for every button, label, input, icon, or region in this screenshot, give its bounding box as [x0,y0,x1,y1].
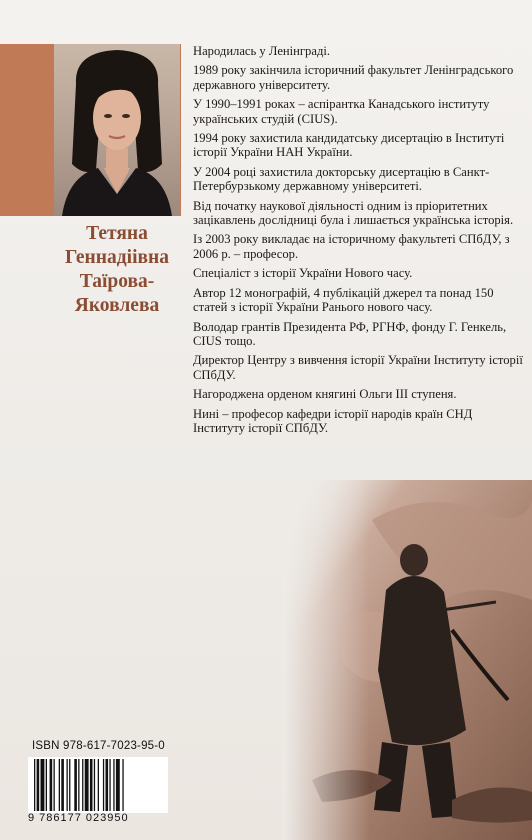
bio-item-postgraduate: У 1990–1991 роках – аспірантка Канадського інституту українських студій (CIUS). [193,97,490,126]
bio-item-current-position: Нині – професор кафедри історії народів країн СНД Інституту історії СПбДУ. [193,406,473,435]
bio-item-birth: Народилась у Ленінграді. [193,44,330,58]
author-photo [54,44,180,216]
author-name-line-3: Таїрова- [79,271,155,292]
author-name-line-4: Яковлева [74,295,160,316]
bio-item-award: Нагороджена орденом княгині Ольги ІІІ ступеня. [193,387,457,402]
author-name-line-2: Геннадіівна [64,247,169,268]
cossack-painting [282,480,532,840]
bio-item-graduation: 1989 року закінчила історичний факультет Ленінградського державного університету. [193,63,514,92]
barcode-digits: 9 786177 023950 [28,812,129,824]
barcode-image [28,757,168,813]
bio-item-grants: Володар грантів Президента РФ, РГНФ, фонду Г. Генкель, CIUS тощо. [193,319,507,348]
author-name [56,222,178,318]
bio-item-research-interest: Від початку наукової діяльності одним із пріоритетних зацікавлень дослідниці була і лишається українська історія. [193,198,514,228]
bio-item-director: Директор Центру з вивчення історії України Інституту історії СПбДУ. [193,353,523,382]
bio-item-candidate-thesis: 1994 року захистила кандидатську дисертацію в Інституті історії України НАН України. [193,131,505,160]
bio-item-specialization: Спеціаліст з історії України Нового часу. [193,266,413,281]
isbn-label: ISBN 978-617-7023-95-0 [32,740,165,752]
bio-item-doctoral-thesis: У 2004 році захистила докторську дисертацію в Санкт-Петербурзькому державному університеті. [193,164,490,194]
bio-item-publications: Автор 12 монографій, 4 публікацій джерел та понад 150 статей з історії України Ранього нового часу. [193,285,494,315]
bio-item-teaching: Із 2003 року викладає на історичному факультеті СПбДУ, з 2006 р. – професор. [193,232,510,261]
author-name-line-1: Тетяна [86,223,148,244]
biography-list [193,44,526,440]
